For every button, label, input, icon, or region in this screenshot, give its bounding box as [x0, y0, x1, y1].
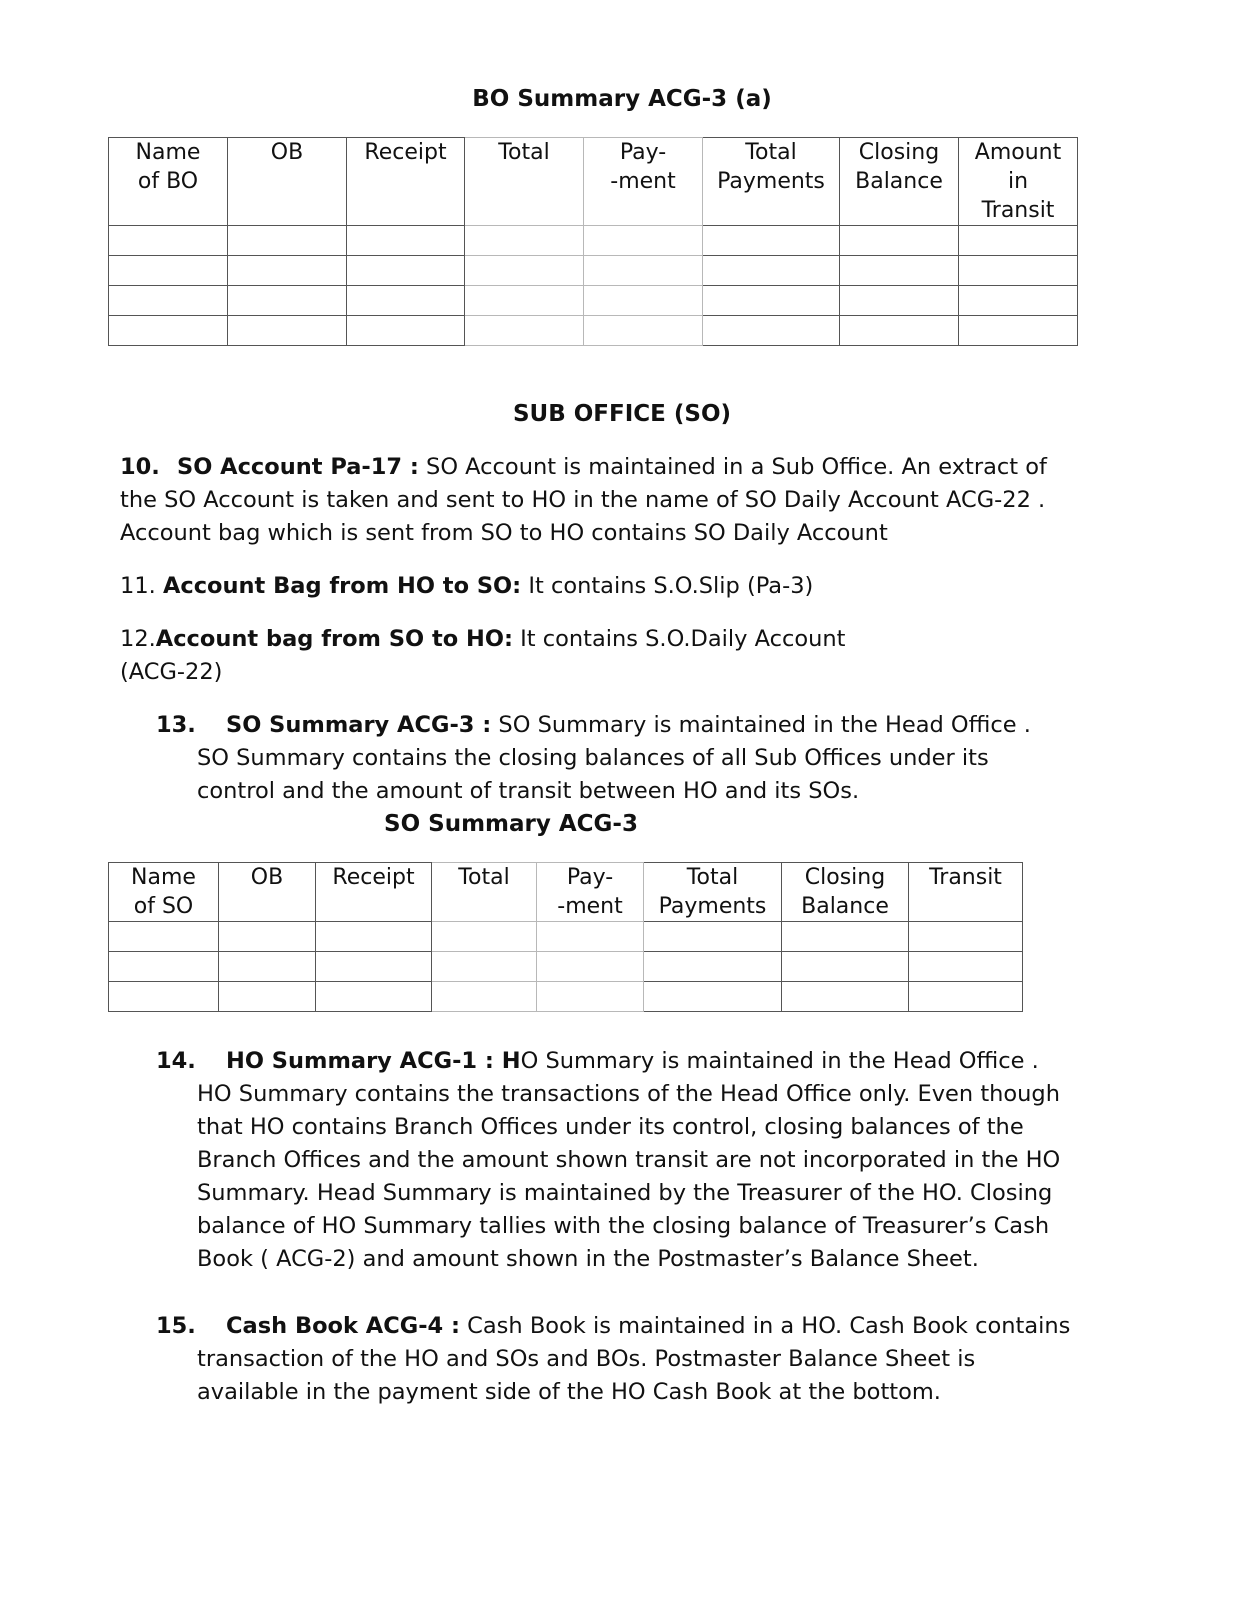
so-summary-title: SO Summary ACG-3	[384, 811, 638, 837]
table-cell	[909, 922, 1023, 952]
table-cell	[465, 226, 584, 256]
table-cell	[840, 286, 959, 316]
table-cell	[347, 286, 465, 316]
table-cell	[228, 256, 347, 286]
item-text: the SO Account is taken and sent to HO in the name of SO Daily Account ACG-22 .	[120, 487, 1046, 513]
item-text: Cash Book is maintained in a HO. Cash Book contains	[460, 1313, 1071, 1339]
column-header-label: Pay-	[619, 140, 667, 165]
item-number: 15.	[156, 1313, 196, 1339]
table-cell	[703, 226, 840, 256]
sub-office-heading: SUB OFFICE (SO)	[512, 401, 732, 427]
item-text: SO Summary contains the closing balances of all Sub Offices under its	[197, 745, 989, 771]
table-row	[109, 922, 1023, 952]
column-header	[432, 863, 537, 922]
table-header-row	[109, 863, 1023, 922]
table-cell	[316, 982, 432, 1012]
table-cell	[109, 952, 219, 982]
item-text: available in the payment side of the HO Cash Book at the bottom.	[197, 1379, 941, 1405]
table-cell	[465, 256, 584, 286]
item-text: balance of HO Summary tallies with the closing balance of Treasurer’s Cash	[197, 1213, 1050, 1239]
column-header-label: Payments	[658, 894, 767, 919]
column-header-label: Receipt	[332, 865, 415, 890]
item-text: It contains S.O.Slip (Pa-3)	[521, 573, 814, 599]
item-heading: SO Account Pa-17 :	[177, 454, 419, 480]
item-15-cash-book	[156, 1310, 1070, 1409]
item-text: control and the amount of transit between HO and its SOs.	[197, 778, 860, 804]
column-header	[644, 863, 782, 922]
table-cell	[959, 316, 1078, 346]
column-header	[959, 138, 1078, 226]
column-header	[584, 138, 703, 226]
table-cell	[316, 952, 432, 982]
column-header-label: Total	[498, 140, 550, 165]
bo-summary-table	[108, 137, 1078, 346]
item-text: Summary. Head Summary is maintained by the Treasurer of the HO. Closing	[197, 1180, 1053, 1206]
table-cell	[840, 316, 959, 346]
column-header-label: Transit	[981, 198, 1055, 223]
column-header-label: Total	[458, 865, 510, 890]
table-header-row	[109, 138, 1078, 226]
column-header-label: Receipt	[364, 140, 447, 165]
table-cell	[584, 286, 703, 316]
column-header-label: Total	[686, 865, 739, 890]
table-cell	[537, 952, 644, 982]
column-header-label: Amount	[974, 140, 1062, 165]
table-cell	[219, 922, 316, 952]
table-cell	[347, 316, 465, 346]
table-cell	[537, 982, 644, 1012]
table-cell	[537, 922, 644, 952]
table-cell	[584, 256, 703, 286]
item-12-account-bag-so-to-ho	[120, 623, 845, 689]
column-header	[316, 863, 432, 922]
table-cell	[465, 316, 584, 346]
item-text: Branch Offices and the amount shown transit are not incorporated in the HO	[197, 1147, 1061, 1173]
table-cell	[109, 922, 219, 952]
item-text: Book ( ACG-2) and amount shown in the Postmaster’s Balance Sheet.	[197, 1246, 979, 1272]
column-header	[109, 863, 219, 922]
item-number: 13.	[156, 712, 196, 738]
column-header-label: Name	[131, 865, 196, 890]
item-text: It contains S.O.Daily Account	[512, 626, 846, 652]
item-number: 11.	[120, 573, 156, 599]
table-cell	[109, 286, 228, 316]
item-heading: Account Bag from HO to SO:	[162, 573, 522, 599]
table-cell	[228, 316, 347, 346]
column-header-label: Transit	[929, 865, 1002, 890]
table-cell	[644, 922, 782, 952]
item-number: 14.	[156, 1048, 196, 1074]
item-text: SO Account is maintained in a Sub Office. An extract of	[418, 454, 1047, 480]
item-text: SO Summary is maintained in the Head Office .	[491, 712, 1031, 738]
column-header	[782, 863, 909, 922]
table-row	[109, 286, 1078, 316]
column-header	[465, 138, 584, 226]
item-10-so-account	[120, 451, 1047, 550]
table-cell	[584, 316, 703, 346]
column-header-label: Closing	[858, 140, 940, 165]
item-text: HO Summary contains the transactions of the Head Office only. Even though	[197, 1081, 1060, 1107]
column-header	[909, 863, 1023, 922]
table-cell	[347, 256, 465, 286]
column-header-label: of SO	[133, 894, 194, 919]
table-row	[109, 256, 1078, 286]
table-cell	[644, 952, 782, 982]
table-cell	[909, 982, 1023, 1012]
table-cell	[782, 922, 909, 952]
table-row	[109, 982, 1023, 1012]
table-cell	[432, 952, 537, 982]
column-header-label: OB	[270, 140, 304, 165]
table-cell	[465, 286, 584, 316]
table-cell	[219, 952, 316, 982]
item-text: Account bag which is sent from SO to HO contains SO Daily Account	[120, 520, 888, 546]
column-header-label: Pay-	[566, 865, 614, 890]
column-header	[840, 138, 959, 226]
so-summary-table	[108, 862, 1023, 1012]
column-header-label: Name	[135, 140, 201, 165]
bo-summary-title: BO Summary ACG-3 (a)	[472, 86, 772, 112]
table-cell	[219, 982, 316, 1012]
column-header-label: Closing	[804, 865, 886, 890]
item-text: transaction of the HO and SOs and BOs. Postmaster Balance Sheet is	[197, 1346, 976, 1372]
table-cell	[703, 256, 840, 286]
column-header-label: OB	[250, 865, 284, 890]
column-header-label: -ment	[557, 894, 623, 919]
item-heading: Account bag from SO to HO:	[155, 626, 513, 652]
table-row	[109, 952, 1023, 982]
item-text: that HO contains Branch Offices under its control, closing balances of the	[197, 1114, 1024, 1140]
table-cell	[432, 982, 537, 1012]
item-heading: HO Summary ACG-1 : H	[226, 1048, 521, 1074]
column-header-label: of BO	[137, 169, 199, 194]
table-cell	[909, 952, 1023, 982]
column-header	[228, 138, 347, 226]
item-heading: SO Summary ACG-3 :	[226, 712, 492, 738]
item-13-so-summary	[156, 709, 1031, 808]
table-cell	[228, 226, 347, 256]
table-cell	[584, 226, 703, 256]
item-11-account-bag-ho-to-so	[120, 570, 813, 603]
table-cell	[959, 256, 1078, 286]
table-cell	[109, 982, 219, 1012]
column-header	[109, 138, 228, 226]
table-cell	[109, 256, 228, 286]
column-header	[219, 863, 316, 922]
column-header	[703, 138, 840, 226]
item-heading: Cash Book ACG-4 :	[226, 1313, 461, 1339]
table-cell	[432, 922, 537, 952]
item-text: (ACG-22)	[120, 659, 223, 685]
table-cell	[703, 316, 840, 346]
table-row	[109, 316, 1078, 346]
table-cell	[228, 286, 347, 316]
table-cell	[782, 982, 909, 1012]
table-cell	[959, 286, 1078, 316]
table-cell	[959, 226, 1078, 256]
column-header-label: Total	[745, 140, 797, 165]
column-header	[537, 863, 644, 922]
table-cell	[782, 952, 909, 982]
table-cell	[703, 286, 840, 316]
column-header-label: Balance	[855, 169, 943, 194]
table-cell	[644, 982, 782, 1012]
table-row	[109, 226, 1078, 256]
item-number: 10.	[120, 454, 160, 480]
table-cell	[840, 256, 959, 286]
item-text: O Summary is maintained in the Head Office .	[520, 1048, 1039, 1074]
item-14-ho-summary	[156, 1045, 1060, 1276]
table-cell	[840, 226, 959, 256]
column-header-label: Balance	[801, 894, 889, 919]
item-number: 12.	[120, 626, 156, 652]
table-cell	[109, 316, 228, 346]
table-cell	[109, 226, 228, 256]
column-header-label: -ment	[610, 169, 676, 194]
column-header-label: in	[1007, 169, 1029, 194]
column-header	[347, 138, 465, 226]
table-cell	[347, 226, 465, 256]
column-header-label: Payments	[717, 169, 825, 194]
table-cell	[316, 922, 432, 952]
